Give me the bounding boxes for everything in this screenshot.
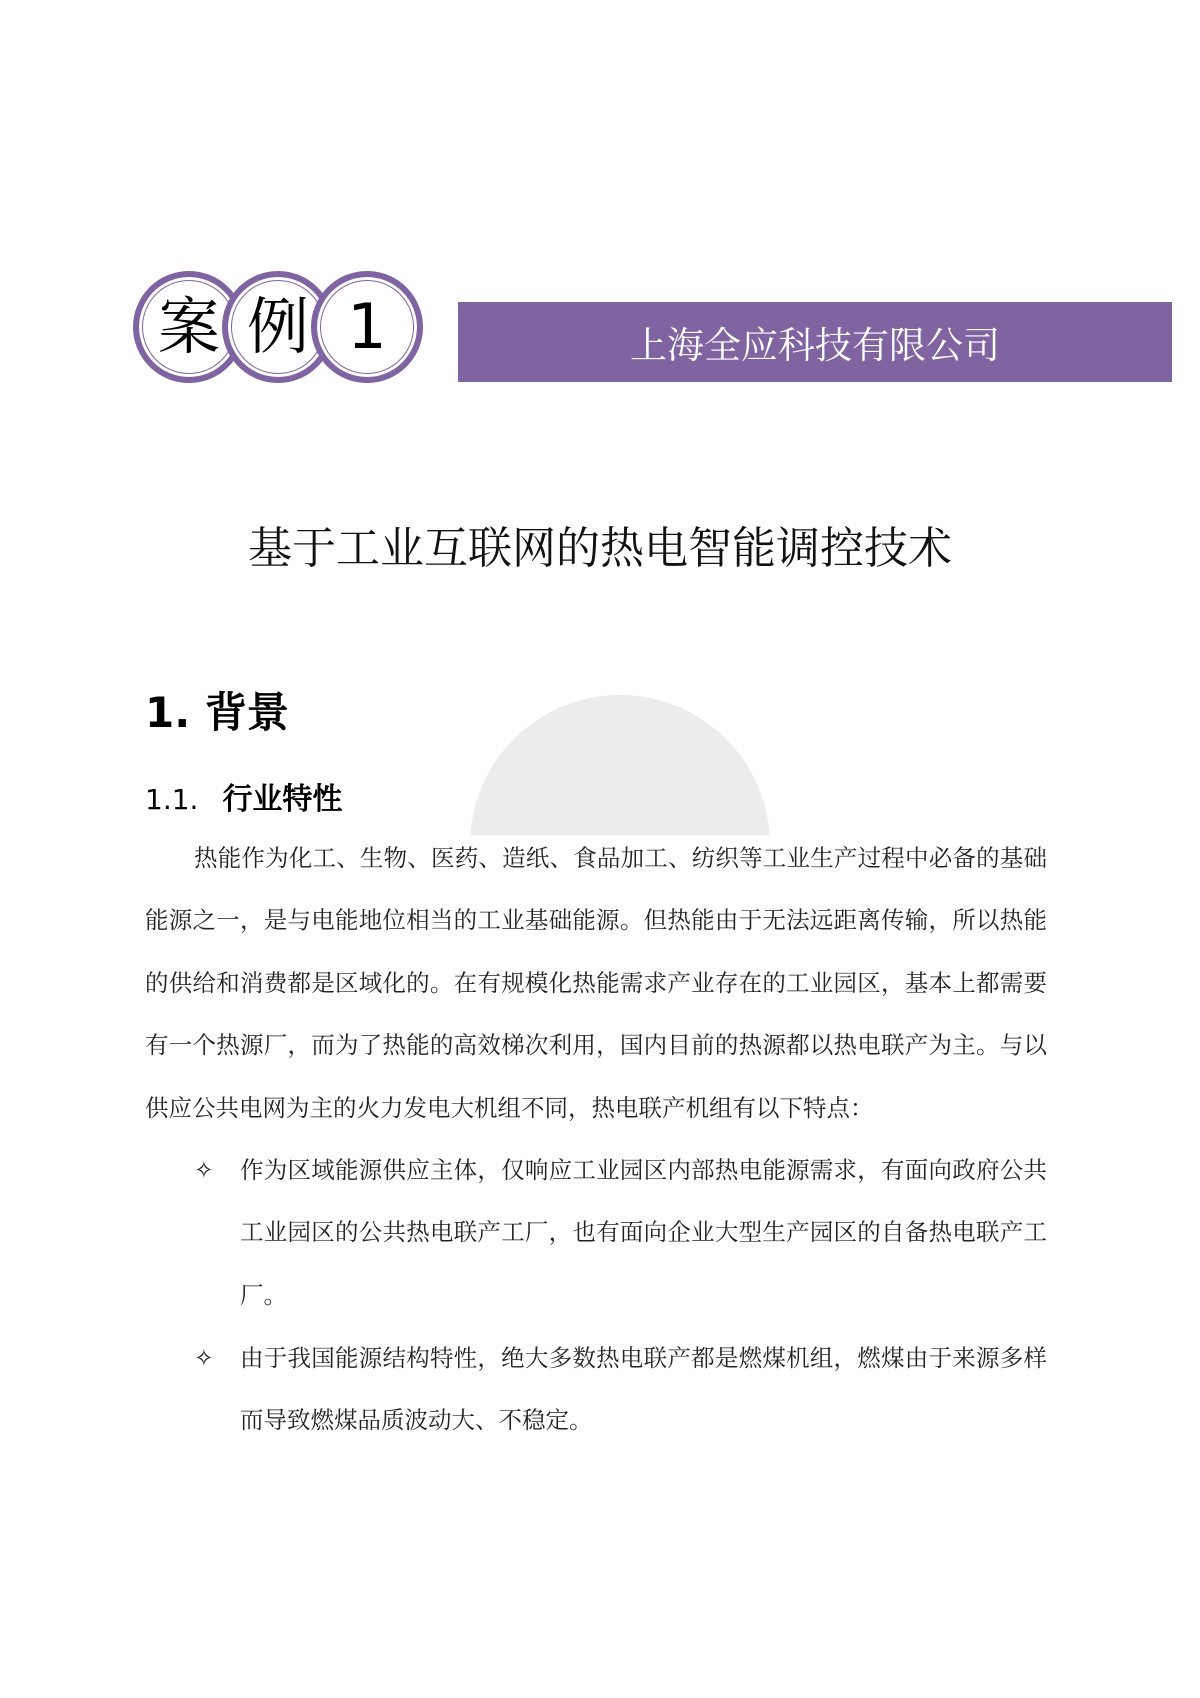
paragraph: 热能作为化工、生物、医药、造纸、食品加工、纺织等工业生产过程中必备的基础能源之一，是与电能地位相当的工业基础能源。但热能由于无法远距离传输，所以热能的供给和消费都是区域化的。在有规模化热能需求产业存在的工业园区，基本上都需要有一个热源厂，而为了热能的高效梯次利用，国内目前的热源都以热电联产为主。与以供应公共电网为主的火力发电大机组不同，热电联产机组有以下特点： (145, 844, 1047, 1122)
subsection-label: 行业特性 (222, 782, 343, 817)
diamond-bullet-icon: ✧ (194, 1156, 214, 1184)
watermark-gear-icon (470, 695, 770, 835)
case-badge-circle: 案 (133, 271, 245, 383)
bullet-item (194, 1327, 1047, 1452)
case-badge-circle: 例 (222, 271, 334, 383)
diamond-bullet-icon: ✧ (194, 1344, 214, 1372)
subsection-heading (145, 774, 342, 818)
section-label: 背景 (204, 688, 289, 737)
company-banner: 上海全应科技有限公司 (458, 302, 1172, 382)
document-title: 基于工业互联网的热电智能调控技术 (248, 523, 952, 574)
bullet-item (194, 1139, 1047, 1326)
case-badge-circle: 1 (311, 271, 423, 383)
subsection-number: 1.1. (145, 783, 199, 816)
bullet-text: 由于我国能源结构特性，绝大多数热电联产都是燃煤机组，燃煤由于来源多样而导致燃煤品质波动大、不稳定。 (240, 1344, 1047, 1435)
section-number: 1. (145, 688, 191, 737)
section-heading (145, 680, 289, 740)
bullet-text: 作为区域能源供应主体，仅响应工业园区内部热电能源需求，有面向政府公共工业园区的公共热电联产工厂，也有面向企业大型生产园区的自备热电联产工厂。 (240, 1156, 1047, 1309)
